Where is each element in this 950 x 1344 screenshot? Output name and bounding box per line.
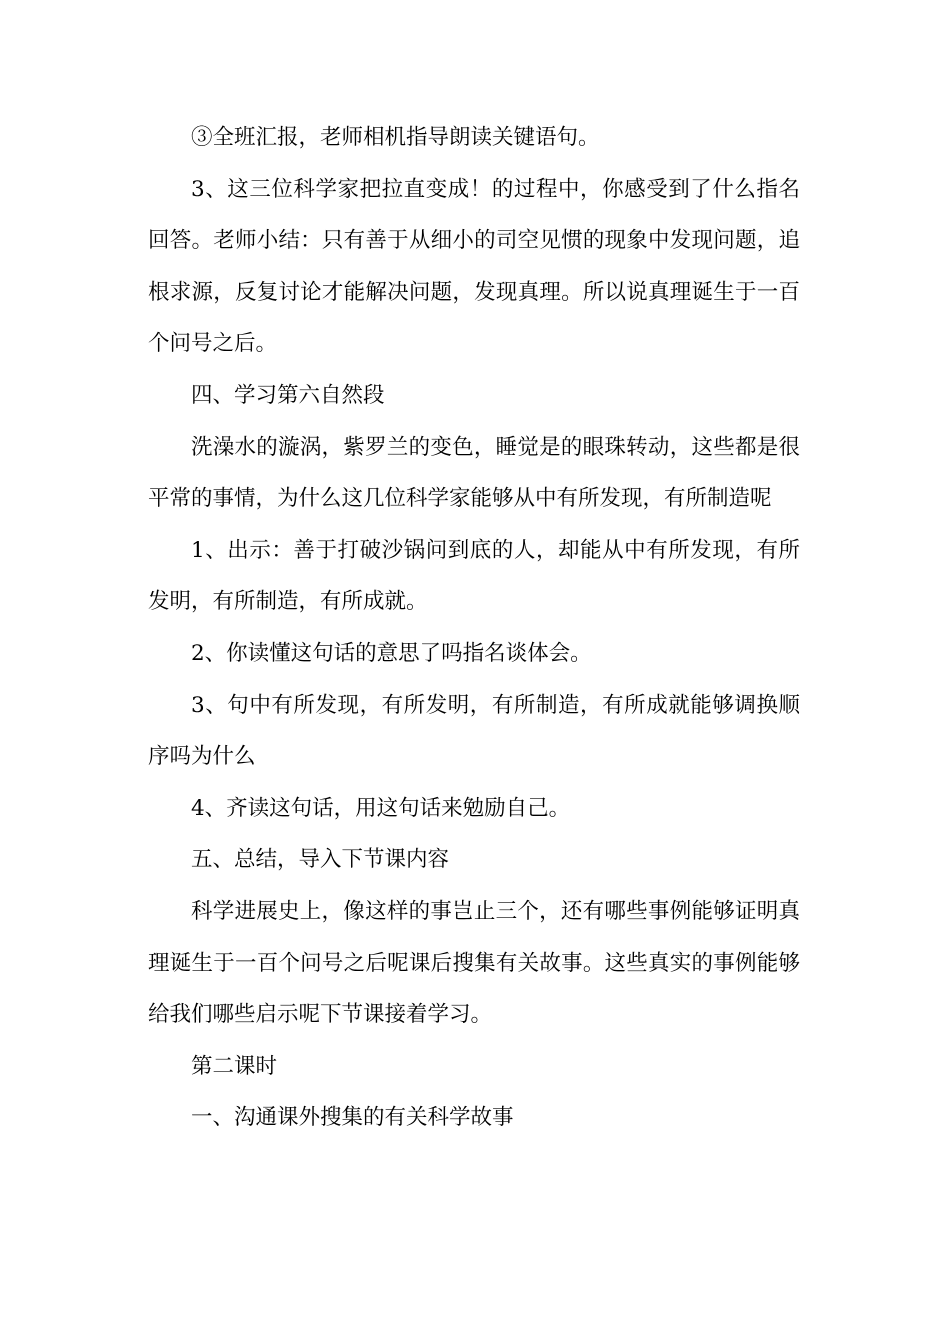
list-item-3: 3、句中有所发现，有所发明，有所制造，有所成就能够调换顺序吗为什么 bbox=[148, 692, 800, 770]
list-item-2: 2、你读懂这句话的意思了吗指名谈体会。 bbox=[191, 640, 592, 666]
paragraph-class-report: ③全班汇报，老师相机指导朗读关键语句。 bbox=[191, 125, 600, 150]
document-body bbox=[148, 112, 800, 1144]
paragraph-sixth-section-question: 洗澡水的漩涡，紫罗兰的变色，睡觉是的眼珠转动，这些都是很平常的事情，为什么这几位科学家能够从中有所发现，有所制造呢 bbox=[148, 434, 800, 512]
list-item-1: 1、出示：善于打破沙锅问到底的人，却能从中有所发现，有所发明，有所制造，有所成就。 bbox=[148, 537, 800, 615]
heading-second-lesson: 第二课时 bbox=[191, 1053, 278, 1079]
paragraph-summary: 科学进展史上，像这样的事岂止三个，还有哪些事例能够证明真理诞生于一百个问号之后呢课后搜集有关故事。这些真实的事例能够给我们哪些启示呢下节课接着学习。 bbox=[148, 898, 800, 1028]
heading-section-five: 五、总结，导入下节课内容 bbox=[191, 847, 450, 873]
paragraph-scientists-feeling: 3、这三位科学家把拉直变成！的过程中，你感受到了什么指名回答。老师小结：只有善于从细小的司空见惯的现象中发现问题，追根求源，反复讨论才能解决问题，发现真理。所以说真理诞生于一百个问号之后。 bbox=[148, 176, 800, 357]
heading-section-four: 四、学习第六自然段 bbox=[191, 382, 385, 408]
heading-section-one: 一、沟通课外搜集的有关科学故事 bbox=[191, 1105, 514, 1131]
list-item-4: 4、齐读这句话，用这句话来勉励自己。 bbox=[191, 795, 571, 821]
